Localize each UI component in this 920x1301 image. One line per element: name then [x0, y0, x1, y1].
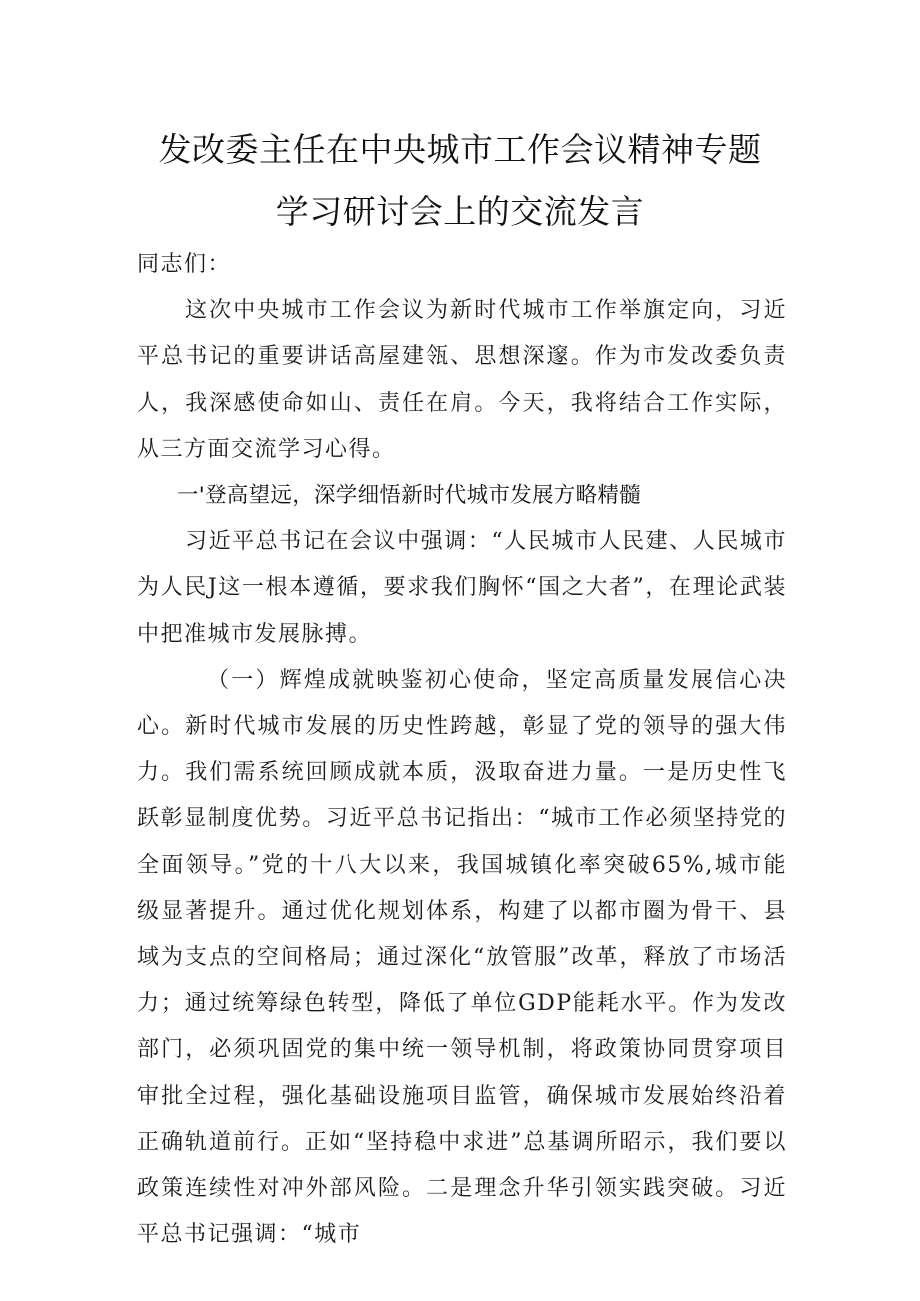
intro-paragraph: 这次中央城市工作会议为新时代城市工作举旗定向，习近平总书记的重要讲话高屋建瓴、思想深邃。作为市发改委负责人，我深感使命如山、责任在肩。今天，我将结合工作实际，从三方面交流学习心得。: [137, 298, 787, 462]
section-1-heading: 一'登高望远，深学细悟新时代城市发展方略精髓: [177, 483, 642, 509]
document-body: [137, 242, 787, 1258]
document-title-line-1: 发改委主任在中央城市工作会议精神专题: [158, 130, 762, 169]
document-title-line-2: 学习研讨会上的交流发言: [275, 192, 645, 231]
section-1-intro-paragraph: 习近平总书记在会议中强调：“人民城市人民建、人民城市为人民J这一根本遵循，要求我们胸怀“国之大者”，在理论武装中把准城市发展脉搏。: [137, 529, 787, 647]
salutation: 同志们：: [137, 252, 232, 277]
subsection-1-paragraph: （一）辉煌成就映鉴初心使命，坚定高质量发展信心决心。新时代城市发展的历史性跨越，彰显了党的领导的强大伟力。我们需系统回顾成就本质，汲取奋进力量。一是历史性飞跃彰显制度优势。习近平总书记指出：“城市工作必须坚持党的全面领导。”党的十八大以来，我国城镇化率突破65%,城市能级显著提升。通过优化规划体系，构建了以都市圈为骨干、县域为支点的空间格局；通过深化“放管服”改革，释放了市场活力；通过统筹绿色转型，降低了单位GDP能耗水平。作为发改部门，必须巩固党的集中统一领导机制，将政策协同贯穿项目审批全过程，强化基础设施项目监管，确保城市发展始终沿着正确轨道前行。正如“坚持稳中求进”总基调所昭示，我们要以政策连续性对冲外部风险。二是理念升华引领实践突破。习近平总书记强调：“城市: [137, 667, 787, 1248]
